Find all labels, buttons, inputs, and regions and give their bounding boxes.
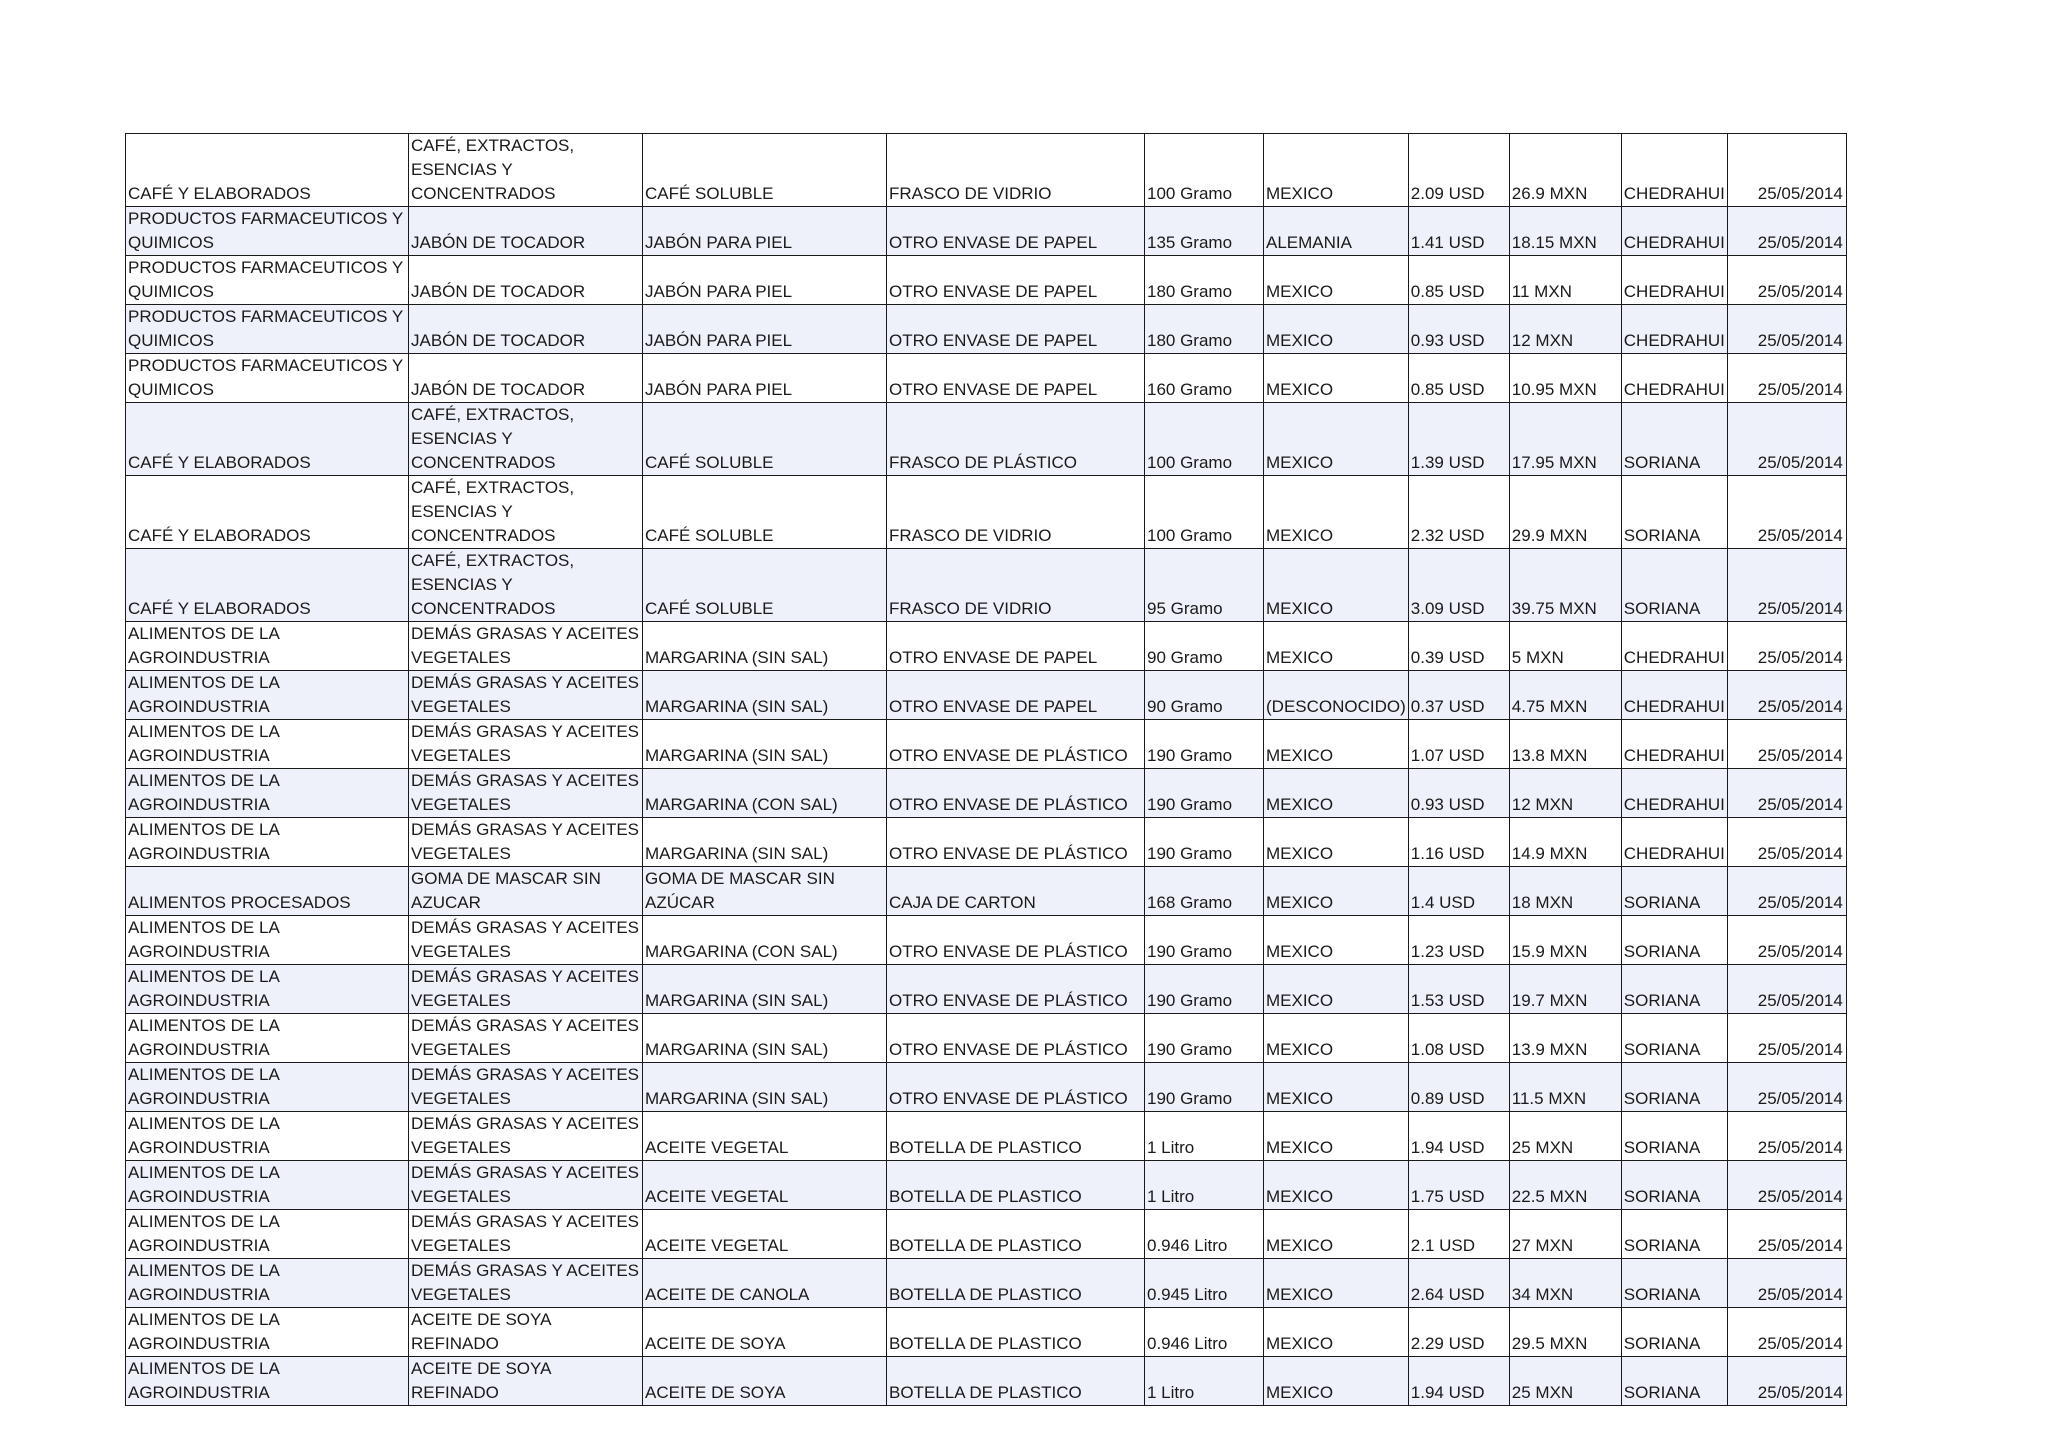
origin-cell: MEXICO: [1264, 134, 1409, 207]
price-usd-cell: 1.4 USD: [1408, 867, 1509, 916]
packaging-cell: OTRO ENVASE DE PAPEL: [887, 622, 1145, 671]
price-usd-cell: 1.07 USD: [1408, 720, 1509, 769]
store-cell: SORIANA: [1621, 403, 1727, 476]
product-cell: ACEITE VEGETAL: [643, 1210, 887, 1259]
quantity-cell: 100 Gramo: [1145, 134, 1264, 207]
subcategory-cell: JABÓN DE TOCADOR: [409, 354, 643, 403]
origin-cell: MEXICO: [1264, 1210, 1409, 1259]
price-usd-cell: 2.09 USD: [1408, 134, 1509, 207]
table-row: [126, 403, 1847, 476]
subcategory-cell: DEMÁS GRASAS Y ACEITES VEGETALES: [409, 720, 643, 769]
subcategory-cell: DEMÁS GRASAS Y ACEITES VEGETALES: [409, 818, 643, 867]
packaging-cell: FRASCO DE VIDRIO: [887, 134, 1145, 207]
table-row: [126, 1014, 1847, 1063]
origin-cell: MEXICO: [1264, 1112, 1409, 1161]
origin-cell: MEXICO: [1264, 818, 1409, 867]
date-cell: 25/05/2014: [1727, 1161, 1846, 1210]
date-cell: 25/05/2014: [1727, 403, 1846, 476]
category-cell: CAFÉ Y ELABORADOS: [126, 549, 409, 622]
product-cell: JABÓN PARA PIEL: [643, 354, 887, 403]
price-mxn-cell: 29.9 MXN: [1509, 476, 1621, 549]
table-row: [126, 867, 1847, 916]
quantity-cell: 160 Gramo: [1145, 354, 1264, 403]
subcategory-cell: CAFÉ, EXTRACTOS, ESENCIAS Y CONCENTRADOS: [409, 476, 643, 549]
packaging-cell: FRASCO DE VIDRIO: [887, 476, 1145, 549]
product-cell: GOMA DE MASCAR SIN AZÚCAR: [643, 867, 887, 916]
store-cell: SORIANA: [1621, 1210, 1727, 1259]
subcategory-cell: GOMA DE MASCAR SIN AZUCAR: [409, 867, 643, 916]
packaging-cell: BOTELLA DE PLASTICO: [887, 1210, 1145, 1259]
packaging-cell: OTRO ENVASE DE PAPEL: [887, 354, 1145, 403]
date-cell: 25/05/2014: [1727, 916, 1846, 965]
product-cell: JABÓN PARA PIEL: [643, 256, 887, 305]
quantity-cell: 0.945 Litro: [1145, 1259, 1264, 1308]
product-cell: MARGARINA (SIN SAL): [643, 622, 887, 671]
product-cell: ACEITE VEGETAL: [643, 1112, 887, 1161]
store-cell: SORIANA: [1621, 916, 1727, 965]
quantity-cell: 100 Gramo: [1145, 476, 1264, 549]
store-cell: CHEDRAHUI: [1621, 134, 1727, 207]
table-row: [126, 720, 1847, 769]
packaging-cell: OTRO ENVASE DE PAPEL: [887, 305, 1145, 354]
store-cell: SORIANA: [1621, 1161, 1727, 1210]
packaging-cell: OTRO ENVASE DE PLÁSTICO: [887, 916, 1145, 965]
table-row: [126, 1357, 1847, 1406]
product-cell: ACEITE DE SOYA: [643, 1308, 887, 1357]
date-cell: 25/05/2014: [1727, 1112, 1846, 1161]
subcategory-cell: DEMÁS GRASAS Y ACEITES VEGETALES: [409, 1210, 643, 1259]
product-cell: ACEITE DE SOYA: [643, 1357, 887, 1406]
table-row: [126, 549, 1847, 622]
store-cell: CHEDRAHUI: [1621, 622, 1727, 671]
store-cell: SORIANA: [1621, 867, 1727, 916]
date-cell: 25/05/2014: [1727, 1014, 1846, 1063]
quantity-cell: 1 Litro: [1145, 1357, 1264, 1406]
price-usd-cell: 1.39 USD: [1408, 403, 1509, 476]
subcategory-cell: JABÓN DE TOCADOR: [409, 207, 643, 256]
subcategory-cell: DEMÁS GRASAS Y ACEITES VEGETALES: [409, 1259, 643, 1308]
origin-cell: MEXICO: [1264, 720, 1409, 769]
quantity-cell: 0.946 Litro: [1145, 1308, 1264, 1357]
table-row: [126, 354, 1847, 403]
category-cell: PRODUCTOS FARMACEUTICOS Y QUIMICOS: [126, 256, 409, 305]
table-row: [126, 476, 1847, 549]
category-cell: CAFÉ Y ELABORADOS: [126, 476, 409, 549]
quantity-cell: 190 Gramo: [1145, 769, 1264, 818]
store-cell: CHEDRAHUI: [1621, 818, 1727, 867]
packaging-cell: BOTELLA DE PLASTICO: [887, 1308, 1145, 1357]
category-cell: CAFÉ Y ELABORADOS: [126, 134, 409, 207]
table-row: [126, 1063, 1847, 1112]
price-usd-cell: 0.93 USD: [1408, 769, 1509, 818]
origin-cell: MEXICO: [1264, 256, 1409, 305]
price-mxn-cell: 22.5 MXN: [1509, 1161, 1621, 1210]
price-usd-cell: 0.85 USD: [1408, 354, 1509, 403]
table-row: [126, 769, 1847, 818]
price-mxn-cell: 11 MXN: [1509, 256, 1621, 305]
product-cell: JABÓN PARA PIEL: [643, 305, 887, 354]
price-mxn-cell: 13.8 MXN: [1509, 720, 1621, 769]
date-cell: 25/05/2014: [1727, 1210, 1846, 1259]
origin-cell: MEXICO: [1264, 1259, 1409, 1308]
price-mxn-cell: 12 MXN: [1509, 769, 1621, 818]
price-usd-cell: 1.08 USD: [1408, 1014, 1509, 1063]
origin-cell: MEXICO: [1264, 476, 1409, 549]
category-cell: PRODUCTOS FARMACEUTICOS Y QUIMICOS: [126, 207, 409, 256]
price-mxn-cell: 39.75 MXN: [1509, 549, 1621, 622]
category-cell: ALIMENTOS DE LA AGROINDUSTRIA: [126, 1112, 409, 1161]
price-usd-cell: 1.75 USD: [1408, 1161, 1509, 1210]
origin-cell: MEXICO: [1264, 1161, 1409, 1210]
origin-cell: MEXICO: [1264, 867, 1409, 916]
origin-cell: MEXICO: [1264, 965, 1409, 1014]
subcategory-cell: DEMÁS GRASAS Y ACEITES VEGETALES: [409, 916, 643, 965]
subcategory-cell: DEMÁS GRASAS Y ACEITES VEGETALES: [409, 671, 643, 720]
category-cell: PRODUCTOS FARMACEUTICOS Y QUIMICOS: [126, 305, 409, 354]
table-row: [126, 305, 1847, 354]
quantity-cell: 190 Gramo: [1145, 965, 1264, 1014]
table-row: [126, 965, 1847, 1014]
origin-cell: (DESCONOCIDO): [1264, 671, 1409, 720]
product-cell: CAFÉ SOLUBLE: [643, 476, 887, 549]
price-mxn-cell: 13.9 MXN: [1509, 1014, 1621, 1063]
table-row: [126, 134, 1847, 207]
date-cell: 25/05/2014: [1727, 1063, 1846, 1112]
product-cell: MARGARINA (SIN SAL): [643, 1063, 887, 1112]
quantity-cell: 190 Gramo: [1145, 818, 1264, 867]
price-usd-cell: 2.1 USD: [1408, 1210, 1509, 1259]
price-mxn-cell: 17.95 MXN: [1509, 403, 1621, 476]
subcategory-cell: DEMÁS GRASAS Y ACEITES VEGETALES: [409, 1063, 643, 1112]
table-row: [126, 1112, 1847, 1161]
subcategory-cell: DEMÁS GRASAS Y ACEITES VEGETALES: [409, 769, 643, 818]
product-cell: ACEITE DE CANOLA: [643, 1259, 887, 1308]
quantity-cell: 0.946 Litro: [1145, 1210, 1264, 1259]
category-cell: ALIMENTOS PROCESADOS: [126, 867, 409, 916]
store-cell: SORIANA: [1621, 1357, 1727, 1406]
price-mxn-cell: 14.9 MXN: [1509, 818, 1621, 867]
price-usd-cell: 1.16 USD: [1408, 818, 1509, 867]
price-usd-cell: 1.23 USD: [1408, 916, 1509, 965]
product-cell: MARGARINA (CON SAL): [643, 916, 887, 965]
price-mxn-cell: 29.5 MXN: [1509, 1308, 1621, 1357]
date-cell: 25/05/2014: [1727, 622, 1846, 671]
quantity-cell: 1 Litro: [1145, 1112, 1264, 1161]
store-cell: CHEDRAHUI: [1621, 720, 1727, 769]
price-mxn-cell: 11.5 MXN: [1509, 1063, 1621, 1112]
store-cell: SORIANA: [1621, 1014, 1727, 1063]
product-cell: MARGARINA (SIN SAL): [643, 720, 887, 769]
origin-cell: MEXICO: [1264, 354, 1409, 403]
origin-cell: MEXICO: [1264, 1014, 1409, 1063]
category-cell: PRODUCTOS FARMACEUTICOS Y QUIMICOS: [126, 354, 409, 403]
packaging-cell: OTRO ENVASE DE PLÁSTICO: [887, 1063, 1145, 1112]
price-usd-cell: 1.94 USD: [1408, 1112, 1509, 1161]
packaging-cell: OTRO ENVASE DE PAPEL: [887, 671, 1145, 720]
table-row: [126, 916, 1847, 965]
table-row: [126, 818, 1847, 867]
store-cell: SORIANA: [1621, 1308, 1727, 1357]
packaging-cell: FRASCO DE VIDRIO: [887, 549, 1145, 622]
price-usd-cell: 0.37 USD: [1408, 671, 1509, 720]
price-usd-cell: 0.85 USD: [1408, 256, 1509, 305]
category-cell: ALIMENTOS DE LA AGROINDUSTRIA: [126, 1014, 409, 1063]
origin-cell: MEXICO: [1264, 403, 1409, 476]
price-usd-cell: 2.32 USD: [1408, 476, 1509, 549]
category-cell: ALIMENTOS DE LA AGROINDUSTRIA: [126, 1357, 409, 1406]
date-cell: 25/05/2014: [1727, 818, 1846, 867]
product-cell: JABÓN PARA PIEL: [643, 207, 887, 256]
packaging-cell: BOTELLA DE PLASTICO: [887, 1161, 1145, 1210]
price-table: [125, 133, 1847, 1406]
category-cell: ALIMENTOS DE LA AGROINDUSTRIA: [126, 818, 409, 867]
quantity-cell: 90 Gramo: [1145, 622, 1264, 671]
store-cell: SORIANA: [1621, 476, 1727, 549]
date-cell: 25/05/2014: [1727, 134, 1846, 207]
quantity-cell: 90 Gramo: [1145, 671, 1264, 720]
category-cell: ALIMENTOS DE LA AGROINDUSTRIA: [126, 965, 409, 1014]
quantity-cell: 95 Gramo: [1145, 549, 1264, 622]
table-row: [126, 256, 1847, 305]
price-usd-cell: 1.94 USD: [1408, 1357, 1509, 1406]
store-cell: CHEDRAHUI: [1621, 354, 1727, 403]
product-cell: MARGARINA (SIN SAL): [643, 1014, 887, 1063]
table-row: [126, 1259, 1847, 1308]
store-cell: SORIANA: [1621, 549, 1727, 622]
packaging-cell: OTRO ENVASE DE PAPEL: [887, 207, 1145, 256]
table-row: [126, 1161, 1847, 1210]
price-usd-cell: 2.29 USD: [1408, 1308, 1509, 1357]
date-cell: 25/05/2014: [1727, 1308, 1846, 1357]
price-usd-cell: 1.41 USD: [1408, 207, 1509, 256]
product-cell: CAFÉ SOLUBLE: [643, 403, 887, 476]
packaging-cell: OTRO ENVASE DE PAPEL: [887, 256, 1145, 305]
date-cell: 25/05/2014: [1727, 549, 1846, 622]
date-cell: 25/05/2014: [1727, 867, 1846, 916]
subcategory-cell: CAFÉ, EXTRACTOS, ESENCIAS Y CONCENTRADOS: [409, 549, 643, 622]
date-cell: 25/05/2014: [1727, 720, 1846, 769]
price-mxn-cell: 10.95 MXN: [1509, 354, 1621, 403]
origin-cell: MEXICO: [1264, 1308, 1409, 1357]
store-cell: CHEDRAHUI: [1621, 207, 1727, 256]
price-mxn-cell: 34 MXN: [1509, 1259, 1621, 1308]
date-cell: 25/05/2014: [1727, 671, 1846, 720]
origin-cell: MEXICO: [1264, 305, 1409, 354]
packaging-cell: OTRO ENVASE DE PLÁSTICO: [887, 720, 1145, 769]
product-cell: ACEITE VEGETAL: [643, 1161, 887, 1210]
category-cell: CAFÉ Y ELABORADOS: [126, 403, 409, 476]
quantity-cell: 180 Gramo: [1145, 256, 1264, 305]
subcategory-cell: CAFÉ, EXTRACTOS, ESENCIAS Y CONCENTRADOS: [409, 134, 643, 207]
table-row: [126, 207, 1847, 256]
date-cell: 25/05/2014: [1727, 1357, 1846, 1406]
subcategory-cell: JABÓN DE TOCADOR: [409, 256, 643, 305]
subcategory-cell: DEMÁS GRASAS Y ACEITES VEGETALES: [409, 965, 643, 1014]
table-row: [126, 622, 1847, 671]
quantity-cell: 100 Gramo: [1145, 403, 1264, 476]
product-cell: CAFÉ SOLUBLE: [643, 549, 887, 622]
price-mxn-cell: 26.9 MXN: [1509, 134, 1621, 207]
packaging-cell: FRASCO DE PLÁSTICO: [887, 403, 1145, 476]
quantity-cell: 168 Gramo: [1145, 867, 1264, 916]
price-usd-cell: 2.64 USD: [1408, 1259, 1509, 1308]
subcategory-cell: JABÓN DE TOCADOR: [409, 305, 643, 354]
quantity-cell: 190 Gramo: [1145, 916, 1264, 965]
price-mxn-cell: 19.7 MXN: [1509, 965, 1621, 1014]
quantity-cell: 190 Gramo: [1145, 720, 1264, 769]
category-cell: ALIMENTOS DE LA AGROINDUSTRIA: [126, 1210, 409, 1259]
table-row: [126, 1210, 1847, 1259]
packaging-cell: CAJA DE CARTON: [887, 867, 1145, 916]
store-cell: SORIANA: [1621, 1063, 1727, 1112]
origin-cell: MEXICO: [1264, 1357, 1409, 1406]
price-mxn-cell: 12 MXN: [1509, 305, 1621, 354]
date-cell: 25/05/2014: [1727, 256, 1846, 305]
price-mxn-cell: 18 MXN: [1509, 867, 1621, 916]
subcategory-cell: DEMÁS GRASAS Y ACEITES VEGETALES: [409, 622, 643, 671]
packaging-cell: BOTELLA DE PLASTICO: [887, 1112, 1145, 1161]
subcategory-cell: ACEITE DE SOYA REFINADO: [409, 1308, 643, 1357]
price-usd-cell: 0.39 USD: [1408, 622, 1509, 671]
price-mxn-cell: 25 MXN: [1509, 1112, 1621, 1161]
product-cell: MARGARINA (SIN SAL): [643, 818, 887, 867]
packaging-cell: BOTELLA DE PLASTICO: [887, 1259, 1145, 1308]
category-cell: ALIMENTOS DE LA AGROINDUSTRIA: [126, 671, 409, 720]
subcategory-cell: ACEITE DE SOYA REFINADO: [409, 1357, 643, 1406]
origin-cell: MEXICO: [1264, 549, 1409, 622]
date-cell: 25/05/2014: [1727, 207, 1846, 256]
subcategory-cell: DEMÁS GRASAS Y ACEITES VEGETALES: [409, 1014, 643, 1063]
subcategory-cell: CAFÉ, EXTRACTOS, ESENCIAS Y CONCENTRADOS: [409, 403, 643, 476]
store-cell: CHEDRAHUI: [1621, 671, 1727, 720]
price-mxn-cell: 5 MXN: [1509, 622, 1621, 671]
product-cell: CAFÉ SOLUBLE: [643, 134, 887, 207]
subcategory-cell: DEMÁS GRASAS Y ACEITES VEGETALES: [409, 1161, 643, 1210]
price-mxn-cell: 15.9 MXN: [1509, 916, 1621, 965]
store-cell: SORIANA: [1621, 1112, 1727, 1161]
store-cell: CHEDRAHUI: [1621, 305, 1727, 354]
packaging-cell: OTRO ENVASE DE PLÁSTICO: [887, 818, 1145, 867]
price-usd-cell: 1.53 USD: [1408, 965, 1509, 1014]
category-cell: ALIMENTOS DE LA AGROINDUSTRIA: [126, 1161, 409, 1210]
origin-cell: ALEMANIA: [1264, 207, 1409, 256]
table-row: [126, 1308, 1847, 1357]
category-cell: ALIMENTOS DE LA AGROINDUSTRIA: [126, 1259, 409, 1308]
store-cell: CHEDRAHUI: [1621, 769, 1727, 818]
quantity-cell: 190 Gramo: [1145, 1014, 1264, 1063]
price-mxn-cell: 4.75 MXN: [1509, 671, 1621, 720]
product-cell: MARGARINA (SIN SAL): [643, 671, 887, 720]
category-cell: ALIMENTOS DE LA AGROINDUSTRIA: [126, 916, 409, 965]
date-cell: 25/05/2014: [1727, 354, 1846, 403]
price-usd-cell: 0.89 USD: [1408, 1063, 1509, 1112]
category-cell: ALIMENTOS DE LA AGROINDUSTRIA: [126, 720, 409, 769]
quantity-cell: 180 Gramo: [1145, 305, 1264, 354]
price-usd-cell: 0.93 USD: [1408, 305, 1509, 354]
price-usd-cell: 3.09 USD: [1408, 549, 1509, 622]
quantity-cell: 1 Litro: [1145, 1161, 1264, 1210]
date-cell: 25/05/2014: [1727, 965, 1846, 1014]
quantity-cell: 135 Gramo: [1145, 207, 1264, 256]
packaging-cell: OTRO ENVASE DE PLÁSTICO: [887, 965, 1145, 1014]
date-cell: 25/05/2014: [1727, 476, 1846, 549]
product-cell: MARGARINA (CON SAL): [643, 769, 887, 818]
origin-cell: MEXICO: [1264, 1063, 1409, 1112]
category-cell: ALIMENTOS DE LA AGROINDUSTRIA: [126, 622, 409, 671]
price-mxn-cell: 18.15 MXN: [1509, 207, 1621, 256]
packaging-cell: OTRO ENVASE DE PLÁSTICO: [887, 769, 1145, 818]
category-cell: ALIMENTOS DE LA AGROINDUSTRIA: [126, 1063, 409, 1112]
packaging-cell: BOTELLA DE PLASTICO: [887, 1357, 1145, 1406]
table-body: [126, 134, 1847, 1406]
category-cell: ALIMENTOS DE LA AGROINDUSTRIA: [126, 769, 409, 818]
table-row: [126, 671, 1847, 720]
store-cell: SORIANA: [1621, 1259, 1727, 1308]
price-mxn-cell: 25 MXN: [1509, 1357, 1621, 1406]
origin-cell: MEXICO: [1264, 622, 1409, 671]
category-cell: ALIMENTOS DE LA AGROINDUSTRIA: [126, 1308, 409, 1357]
price-mxn-cell: 27 MXN: [1509, 1210, 1621, 1259]
packaging-cell: OTRO ENVASE DE PLÁSTICO: [887, 1014, 1145, 1063]
origin-cell: MEXICO: [1264, 769, 1409, 818]
store-cell: CHEDRAHUI: [1621, 256, 1727, 305]
product-cell: MARGARINA (SIN SAL): [643, 965, 887, 1014]
quantity-cell: 190 Gramo: [1145, 1063, 1264, 1112]
date-cell: 25/05/2014: [1727, 769, 1846, 818]
origin-cell: MEXICO: [1264, 916, 1409, 965]
date-cell: 25/05/2014: [1727, 305, 1846, 354]
subcategory-cell: DEMÁS GRASAS Y ACEITES VEGETALES: [409, 1112, 643, 1161]
date-cell: 25/05/2014: [1727, 1259, 1846, 1308]
store-cell: SORIANA: [1621, 965, 1727, 1014]
